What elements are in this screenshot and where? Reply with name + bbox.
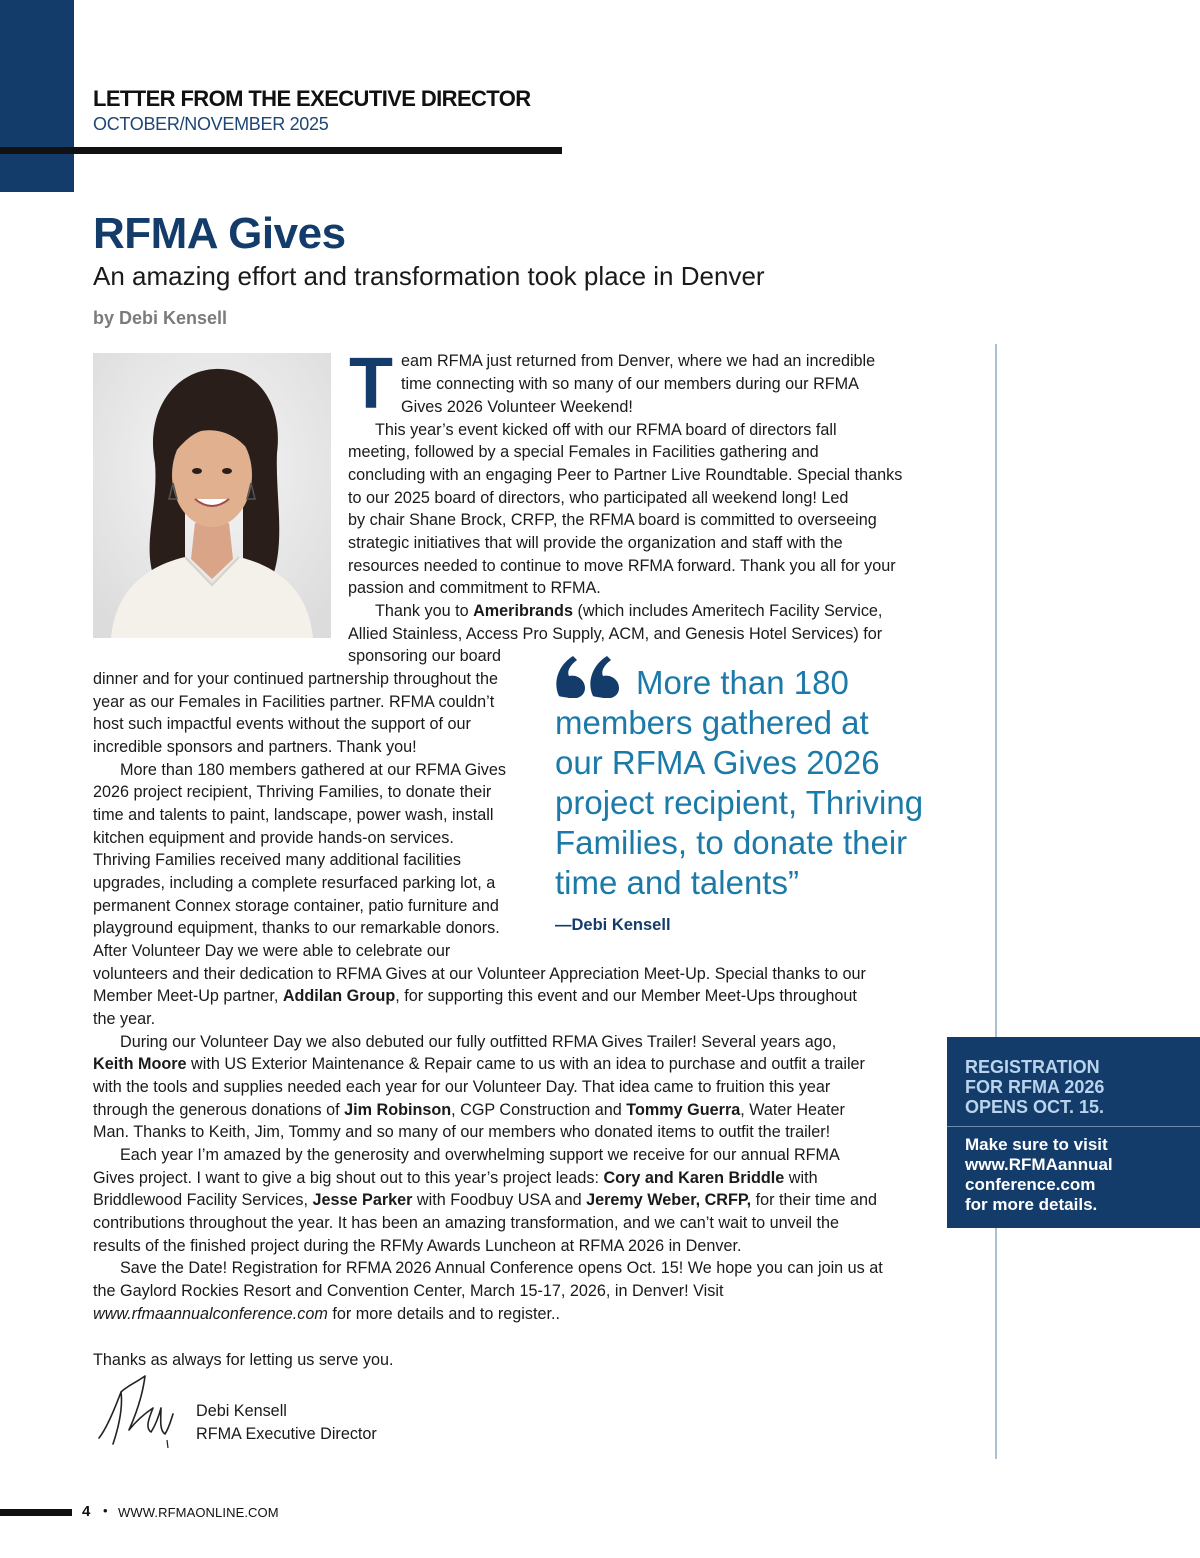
body-line: year as our Females in Facilities partner. RFMA couldn’t [93,693,495,711]
body-line: Thriving Families received many additional facilities [93,851,461,869]
footer-separator: • [103,1503,108,1518]
body-line: Gives project. I want to give a big shout out to this year’s project leads: Cory and Karen Briddle with [93,1169,818,1187]
drop-cap: T [349,344,393,424]
body-line: kitchen equipment and provide hands-on services. [93,829,454,847]
signer-title: RFMA Executive Director [196,1425,377,1443]
signature-image [93,1368,183,1452]
author-photo [93,353,331,638]
handwritten-signature [93,1368,183,1452]
body-line: meeting, followed by a special Females in Facilities gathering and [348,443,819,461]
signer-name: Debi Kensell [196,1402,287,1420]
sidebar-rule [995,344,997,1459]
quote-mark-icon [555,652,623,703]
body-line: contributions throughout the year. It has been an amazing transformation, and we can’t wait to unveil the [93,1214,839,1232]
body-line: After Volunteer Day we were able to celebrate our [93,942,451,960]
body-line: Save the Date! Registration for RFMA 2026 Annual Conference opens Oct. 15! We hope you can join us at [120,1259,883,1277]
body-line: by chair Shane Brock, CRFP, the RFMA board is committed to overseeing [348,511,877,529]
section-title: LETTER FROM THE EXECUTIVE DIRECTOR [93,86,531,111]
article-title: RFMA Gives [93,209,346,258]
body-line: Briddlewood Facility Services, Jesse Parker with Foodbuy USA and Jeremy Weber, CRFP, for their time and [93,1191,878,1209]
callout-heading: REGISTRATION FOR RFMA 2026 OPENS OCT. 15. [965,1057,1105,1117]
pull-quote-line: project recipient, Thriving [555,784,924,821]
header-color-block [0,0,74,192]
body-line: concluding with an engaging Peer to Partner Live Roundtable. Special thanks [348,466,903,484]
body-line: playground equipment, thanks to our remarkable donors. [93,919,500,937]
author-portrait-image [93,353,331,638]
body-line: time connecting with so many of our members during our RFMA [401,375,859,393]
body-line: resources needed to continue to move RFMA forward. Thank you all for your [348,557,896,575]
body-line: time and talents to paint, landscape, power wash, install [93,806,494,824]
body-line: Thank you to Ameribrands (which includes Ameritech Facility Service, [375,602,883,620]
body-line: More than 180 members gathered at our RFMA Gives [120,761,506,779]
body-line: passion and commitment to RFMA. [348,579,601,597]
issue-date: OCTOBER/NOVEMBER 2025 [93,114,329,134]
conference-url[interactable]: www.rfmaannualconference.com [93,1305,328,1323]
body-line: the year. [93,1010,156,1028]
pull-quote-line: time and talents” [555,864,799,901]
body-line: through the generous donations of Jim Robinson, CGP Construction and Tommy Guerra, Water Heater [93,1101,845,1119]
body-line: the Gaylord Rockies Resort and Convention Center, March 15-17, 2026, in Denver! Visit [93,1282,724,1300]
body-line: with the tools and supplies needed each year for our Volunteer Day. That idea came to fruition this year [93,1078,831,1096]
body-line: strategic initiatives that will provide the organization and staff with the [348,534,843,552]
body-line: Gives 2026 Volunteer Weekend! [401,398,633,416]
body-line: During our Volunteer Day we also debuted our fully outfitted RFMA Gives Trailer! Several years ago, [120,1033,837,1051]
header-rule [0,147,562,154]
body-line: Member Meet-Up partner, Addilan Group, for supporting this event and our Member Meet-Ups throughout [93,987,857,1005]
body-line: Each year I’m amazed by the generosity and overwhelming support we receive for our annual RFMA [120,1146,840,1164]
body-line: Keith Moore with US Exterior Maintenance & Repair came to us with an idea to purchase and outfit a trailer [93,1055,865,1073]
body-line: permanent Connex storage container, patio furniture and [93,897,499,915]
pull-quote-line: our RFMA Gives 2026 [555,744,880,781]
body-line: upgrades, including a complete resurfaced parking lot, a [93,874,496,892]
callout-body: Make sure to visit www.RFMAannual conference.com for more details. [965,1135,1113,1214]
body-line: host such impactful events without the support of our [93,715,471,733]
callout-divider [947,1126,1200,1127]
body-line: Allied Stainless, Access Pro Supply, ACM, and Genesis Hotel Services) for [348,625,883,643]
body-line: 2026 project recipient, Thriving Families, to donate their [93,783,492,801]
footer-website-link[interactable]: WWW.RFMAONLINE.COM [118,1505,279,1520]
body-line: incredible sponsors and partners. Thank you! [93,738,417,756]
body-line: Man. Thanks to Keith, Jim, Tommy and so many of our members who donated items to outfit the trailer! [93,1123,831,1141]
body-line: results of the finished project during the RFMy Awards Luncheon at RFMA 2026 in Denver. [93,1237,742,1255]
article-subtitle: An amazing effort and transformation took place in Denver [93,261,765,291]
closing-line: Thanks as always for letting us serve you. [93,1351,394,1369]
body-line: This year’s event kicked off with our RFMA board of directors fall [375,421,837,439]
registration-callout [947,1037,1200,1228]
page-number: 4 [82,1503,91,1520]
body-line: to our 2025 board of directors, who participated all weekend long! Led [348,489,849,507]
pull-quote-line: Families, to donate their [555,824,908,861]
pull-quote-line: More than 180 [636,664,849,701]
body-line: eam RFMA just returned from Denver, where we had an incredible [401,352,876,370]
body-line: www.rfmaannualconference.com for more details and to register.. [93,1305,560,1323]
pull-quote-attribution: —Debi Kensell [555,916,671,934]
pull-quote-line: members gathered at [555,704,869,741]
byline: by Debi Kensell [93,308,228,328]
body-line: sponsoring our board [348,647,501,665]
footer-bar [0,1509,72,1516]
body-line: dinner and for your continued partnership throughout the [93,670,498,688]
body-line: volunteers and their dedication to RFMA Gives at our Volunteer Appreciation Meet-Up. Special thanks to our [93,965,866,983]
